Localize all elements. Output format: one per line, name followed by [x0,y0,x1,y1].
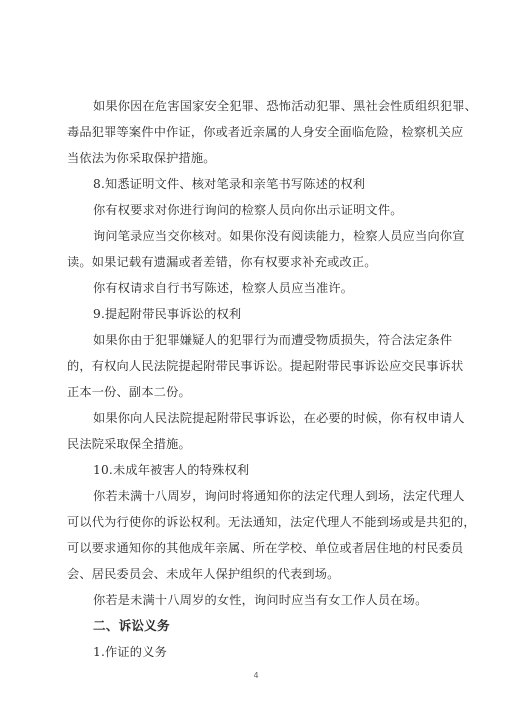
paragraph-line: 你若是未满十八周岁的女性，询问时应当有女工作人员在场。 [93,593,428,607]
paragraph-line: 民法院采取保全措施。 [67,437,191,451]
section-heading-8: 8.知悉证明文件、核对笔录和亲笔书写陈述的权利 [93,177,366,191]
paragraph-line: 当依法为你采取保护措施。 [67,151,216,165]
paragraph-line: 如果你因在危害国家安全犯罪、恐怖活动犯罪、黑社会性质组织犯罪、 [93,99,478,113]
paragraph-line: 读。如果记载有遗漏或者差错，你有权要求补充或改正。 [67,255,377,269]
paragraph-line: 正本一份、副本二份。 [67,385,191,399]
paragraph-line: 毒品犯罪等案件中作证，你或者近亲属的人身安全面临危险，检察机关应 [67,125,464,139]
section-heading-9: 9.提起附带民事诉讼的权利 [93,307,242,321]
subsection-heading: 1.作证的义务 [93,645,167,659]
paragraph-line: 可以代为行使你的诉讼权利。无法通知，法定代理人不能到场或是共犯的， [67,515,476,529]
section-heading-10: 10.未成年被害人的特殊权利 [93,463,250,477]
paragraph-line: 可以要求通知你的其他成年亲属、所在学校、单位或者居住地的村民委员 [67,541,464,555]
paragraph-line: 询问笔录应当交你核对。如果你没有阅读能力，检察人员应当向你宣 [93,229,465,243]
paragraph-line: 你若未满十八周岁，询问时将通知你的法定代理人到场，法定代理人 [93,489,465,503]
page-number: 4 [253,671,259,680]
paragraph-line: 你有权请求自行书写陈述，检察人员应当准许。 [93,281,354,295]
paragraph-line: 会、居民委员会、未成年人保护组织的代表到场。 [67,567,340,581]
paragraph-line: 如果你由于犯罪嫌疑人的犯罪行为而遭受物质损失，符合法定条件 [93,333,453,347]
paragraph-line: 如果你向人民法院提起附带民事诉讼，在必要的时候，你有权申请人 [93,411,465,425]
section-heading-obligations: 二、诉讼义务 [93,618,170,633]
paragraph-line: 你有权要求对你进行询问的检察人员向你出示证明文件。 [93,203,403,217]
paragraph-line: 的，有权向人民法院提起附带民事诉讼。提起附带民事诉讼应交民事诉状 [67,359,464,373]
